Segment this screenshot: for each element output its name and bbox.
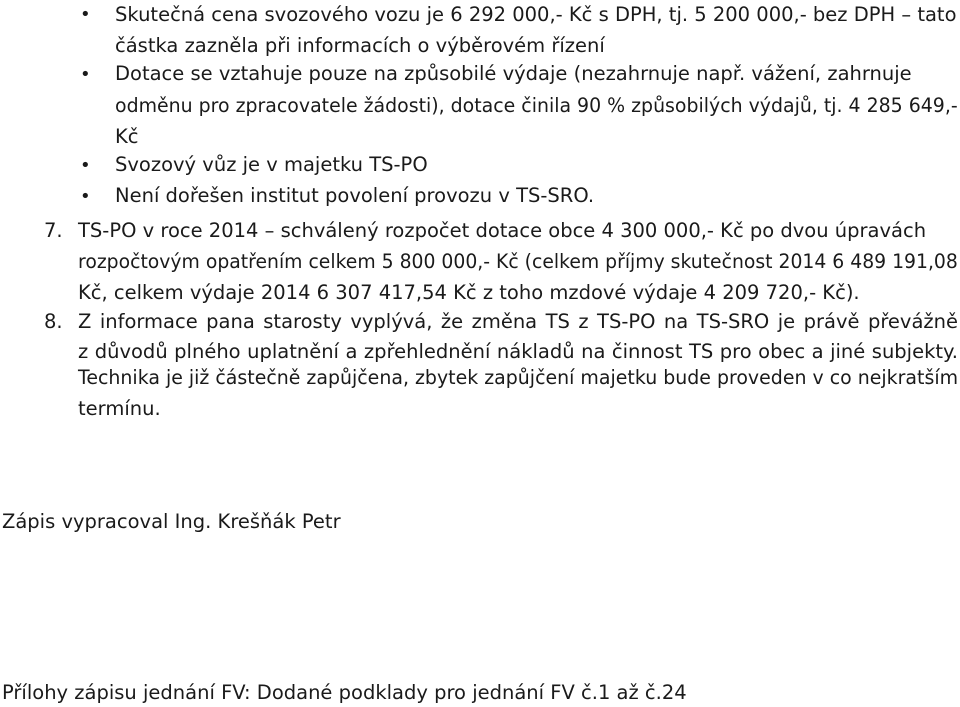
bullet-2-line-3: Kč: [115, 125, 139, 148]
recorder-note: Zápis vypracoval Ing. Krešňák Petr: [2, 510, 341, 533]
bullet-3-line-1: Svozový vůz je v majetku TS-PO: [115, 153, 428, 176]
item-8-line-4: termínu.: [78, 397, 161, 420]
bullet-marker: •: [80, 155, 91, 176]
item-8-line-1: Z informace pana starosty vyplývá, že změna TS z TS-PO na TS-SRO je právě převážně: [78, 310, 958, 333]
bullet-2-line-2: odměnu pro zpracovatele žádosti), dotace činila 90 % způsobilých výdajů, tj. 4 285 649,-: [115, 94, 958, 117]
bullet-marker: •: [80, 186, 91, 207]
bullet-marker: •: [80, 4, 91, 25]
attachments-note: Přílohy zápisu jednání FV: Dodané podklady pro jednání FV č.1 až č.24: [2, 681, 687, 704]
bullet-1-line-1: Skutečná cena svozového vozu je 6 292 000,- Kč s DPH, tj. 5 200 000,- bez DPH – tato: [115, 3, 957, 26]
item-7-line-3: Kč, celkem výdaje 2014 6 307 417,54 Kč z toho mzdové výdaje 4 209 720,- Kč).: [78, 281, 860, 304]
bullet-4-line-1: Není dořešen institut povolení provozu v TS-SRO.: [115, 184, 595, 207]
item-7-line-1: TS-PO v roce 2014 – schválený rozpočet dotace obce 4 300 000,- Kč po dvou úpravách: [78, 219, 927, 242]
bullet-marker: •: [80, 64, 91, 85]
item-8-line-2: z důvodů plného uplatnění a zpřehlednění nákladů na činnost TS pro obec a jiné subjekty.: [78, 340, 958, 363]
bullet-1-line-2: částka zazněla při informacích o výběrovém řízení: [115, 34, 605, 57]
bullet-2-line-1: Dotace se vztahuje pouze na způsobilé výdaje (nezahrnuje např. vážení, zahrnuje: [115, 62, 912, 85]
item-number: 7.: [44, 219, 63, 242]
item-number: 8.: [44, 310, 63, 333]
item-8-line-3: Technika je již částečně zapůjčena, zbytek zapůjčení majetku bude proveden v co nejkratším: [78, 366, 959, 389]
item-7-line-2: rozpočtovým opatřením celkem 5 800 000,- Kč (celkem příjmy skutečnost 2014 6 489 191,08: [78, 250, 958, 273]
